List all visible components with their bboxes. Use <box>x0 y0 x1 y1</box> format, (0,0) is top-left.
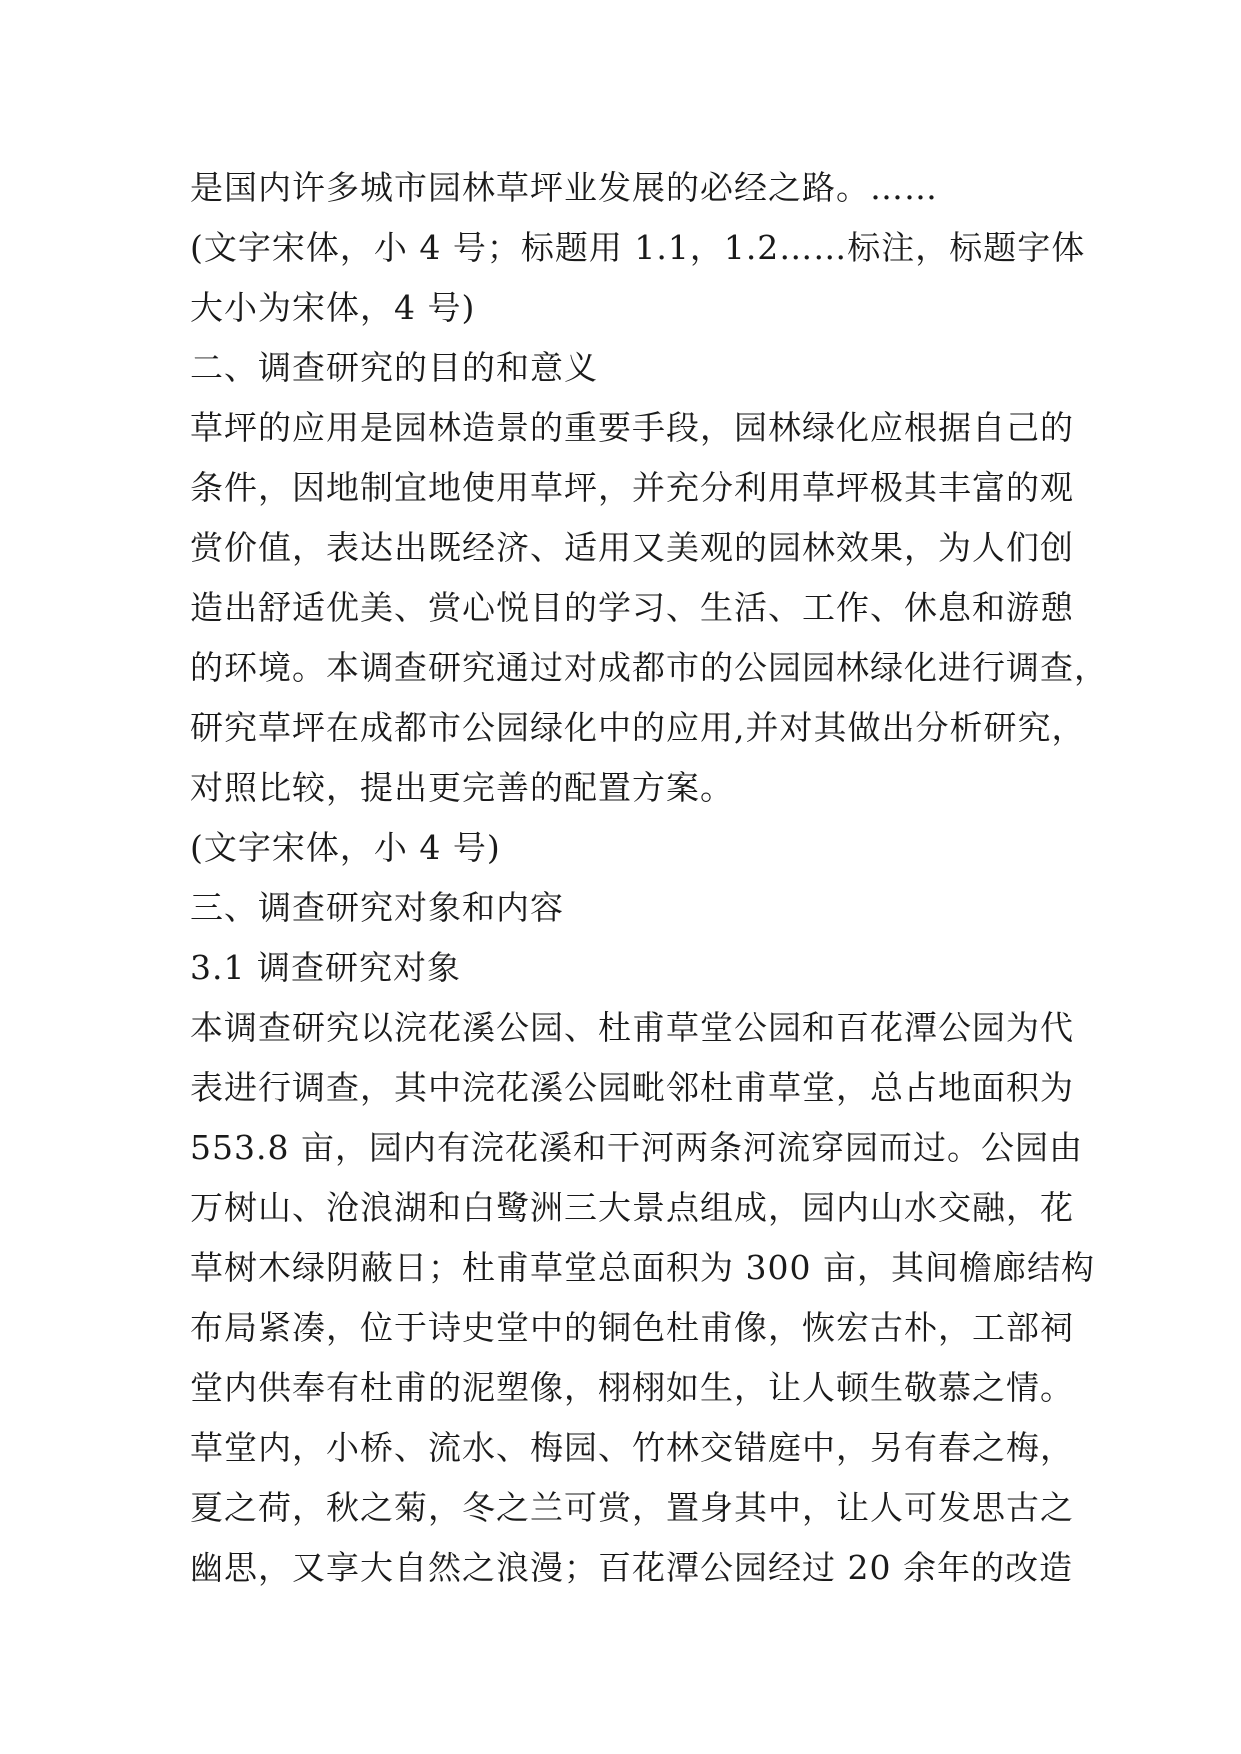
section-heading: 三、调查研究对象和内容 <box>190 888 564 927</box>
body-text-line: 布局紧凑，位于诗史堂中的铜色杜甫像，恢宏古朴，工部祠 <box>190 1308 1074 1347</box>
document-body <box>190 158 1108 1598</box>
body-text-line: 是国内许多城市园林草坪业发展的必经之路。…… <box>190 168 938 207</box>
body-text-line: 草堂内，小桥、流水、梅园、竹林交错庭中，另有春之梅， <box>190 1428 1074 1467</box>
body-text-line: 万树山、沧浪湖和白鹭洲三大景点组成，园内山水交融，花 <box>190 1188 1074 1227</box>
body-text-line: 研究草坪在成都市公园绿化中的应用,并对其做出分析研究， <box>190 708 1086 747</box>
body-text-line: 的环境。本调查研究通过对成都市的公园园林绿化进行调查， <box>190 648 1108 687</box>
format-note-line: (文字宋体，小 4 号) <box>190 828 501 867</box>
body-text-line: 幽思，又享大自然之浪漫；百花潭公园经过 20 余年的改造 <box>190 1548 1073 1587</box>
body-text-line: 草树木绿阴蔽日；杜甫草堂总面积为 300 亩，其间檐廊结构 <box>190 1248 1095 1287</box>
subsection-heading: 3.1 调查研究对象 <box>190 948 461 987</box>
body-text-line: 553.8 亩，园内有浣花溪和干河两条河流穿园而过。公园由 <box>190 1128 1083 1167</box>
body-text-line: 夏之荷，秋之菊，冬之兰可赏，置身其中，让人可发思古之 <box>190 1488 1074 1527</box>
format-note-line: (文字宋体，小 4 号；标题用 1.1，1.2……标注，标题字体 <box>190 228 1086 267</box>
body-text-line: 表进行调查，其中浣花溪公园毗邻杜甫草堂，总占地面积为 <box>190 1068 1074 1107</box>
body-text-line: 造出舒适优美、赏心悦目的学习、生活、工作、休息和游憩 <box>190 588 1074 627</box>
section-heading: 二、调查研究的目的和意义 <box>190 348 598 387</box>
format-note-line: 大小为宋体，4 号) <box>190 288 476 327</box>
body-text-line: 本调查研究以浣花溪公园、杜甫草堂公园和百花潭公园为代 <box>190 1008 1074 1047</box>
body-text-line: 堂内供奉有杜甫的泥塑像，栩栩如生，让人顿生敬慕之情。 <box>190 1368 1074 1407</box>
body-text-line: 草坪的应用是园林造景的重要手段，园林绿化应根据自己的 <box>190 408 1074 447</box>
body-text-line: 条件，因地制宜地使用草坪，并充分利用草坪极其丰富的观 <box>190 468 1074 507</box>
body-text-line: 赏价值，表达出既经济、适用又美观的园林效果，为人们创 <box>190 528 1074 567</box>
body-text-line: 对照比较，提出更完善的配置方案。 <box>190 768 734 807</box>
